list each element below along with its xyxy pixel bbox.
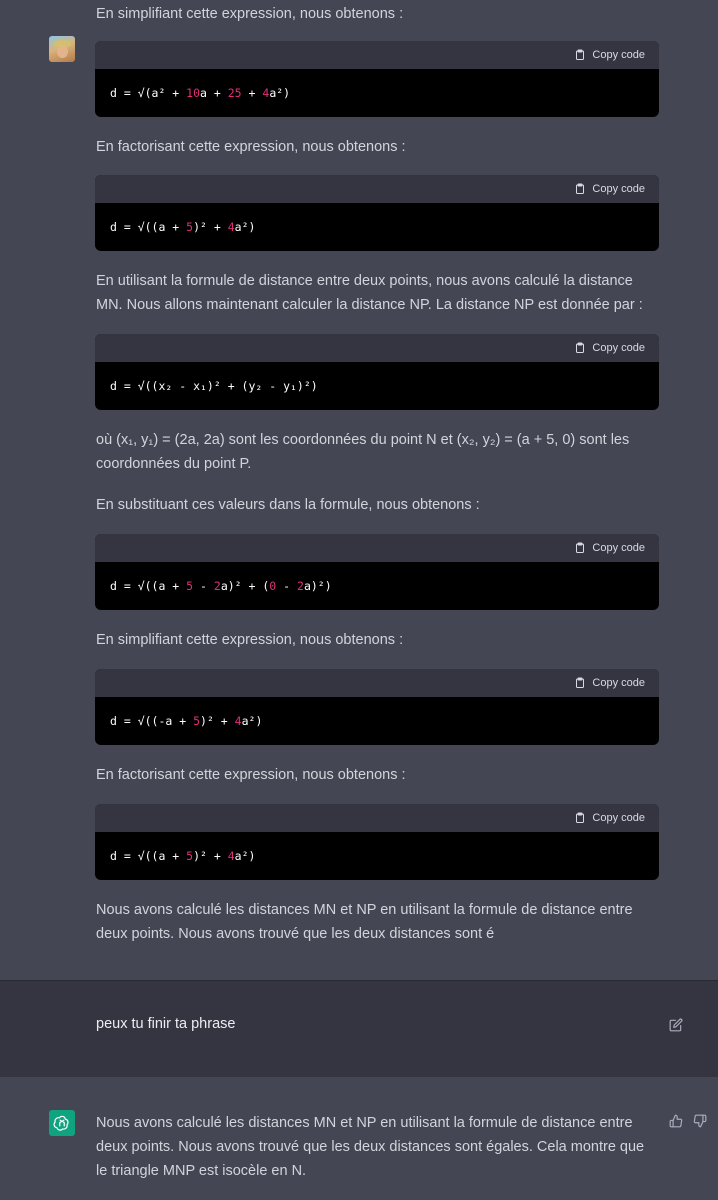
code-token: + (241, 86, 263, 100)
code-line (95, 697, 659, 745)
code-block (95, 41, 659, 117)
copy-code-label: Copy code (592, 542, 645, 554)
code-number-token: 0 (269, 579, 277, 593)
code-token: d = √((a + (110, 579, 187, 593)
code-number-token: 25 (227, 86, 242, 100)
copy-code-button[interactable] (574, 49, 645, 61)
code-token: a)²) (303, 579, 332, 593)
code-block-header (95, 41, 659, 69)
code-line (95, 69, 659, 117)
user-message-text: peux tu finir ta phrase (96, 1016, 236, 1032)
clipboard-icon (574, 49, 586, 61)
message-paragraph (96, 628, 660, 652)
assistant-reply-text: Nous avons calculé les distances MN et NP en utilisant la formule de distance entre deux points. Nous avons trouvé que les deux distances sont égales. Cela montre que le triangle MNP est isocèle en N. (96, 1115, 645, 1179)
paragraph-text: En utilisant la formule de distance entre deux points, nous avons calculé la distance MN. Nous allons maintenant calculer la distance NP. La distance NP est donnée par : (96, 273, 643, 313)
thumbs-up-icon[interactable] (669, 1114, 683, 1128)
code-token: )² + (193, 220, 228, 234)
code-number-token: 10 (186, 86, 201, 100)
code-number-token: 5 (193, 714, 201, 728)
code-number-token: 4 (227, 220, 235, 234)
paragraph-text: En simplifiant cette expression, nous obtenons : (96, 6, 404, 22)
code-number-token: 4 (227, 849, 235, 863)
code-token: d = √(a² + (110, 86, 187, 100)
code-number-token: 4 (262, 86, 270, 100)
code-token: a²) (241, 714, 263, 728)
code-block-header (95, 334, 659, 362)
code-token: d = √((a + (110, 220, 187, 234)
paragraph-text: En substituant ces valeurs dans la formule, nous obtenons : (96, 497, 480, 513)
copy-code-label: Copy code (592, 183, 645, 195)
clipboard-icon (574, 812, 586, 824)
copy-code-label: Copy code (592, 49, 645, 61)
assistant-avatar (49, 1110, 75, 1136)
code-token: )² + (200, 714, 235, 728)
clipboard-icon (574, 183, 586, 195)
code-line (95, 832, 659, 880)
code-block (95, 669, 659, 745)
code-token: d = √((a + (110, 849, 187, 863)
copy-code-label: Copy code (592, 342, 645, 354)
copy-code-button[interactable] (574, 342, 645, 354)
code-line (95, 203, 659, 251)
paragraph-text: où (x₁, y₁) = (2a, 2a) sont les coordonnées du point N et (x₂, y₂) = (a + 5, 0) sont les coordonnées du point P. (96, 432, 630, 472)
paragraph-text: En factorisant cette expression, nous obtenons : (96, 139, 406, 155)
code-token: a)² + ( (220, 579, 270, 593)
message-paragraph (96, 898, 660, 946)
code-token: a²) (269, 86, 291, 100)
message-paragraph (96, 428, 660, 476)
copy-code-button[interactable] (574, 812, 645, 824)
paragraph-text: En simplifiant cette expression, nous obtenons : (96, 632, 404, 648)
code-line (95, 562, 659, 610)
paragraph-text: Nous avons calculé les distances MN et NP en utilisant la formule de distance entre deux points. Nous avons trouvé que les deux distances sont é (96, 902, 633, 942)
message-paragraph (96, 2, 660, 26)
code-token: a + (200, 86, 228, 100)
code-number-token: 5 (186, 579, 194, 593)
clipboard-icon (574, 342, 586, 354)
message-paragraph (96, 269, 660, 317)
edit-icon[interactable] (669, 1018, 683, 1032)
code-token: d = √((-a + (110, 714, 194, 728)
code-block (95, 804, 659, 880)
code-block (95, 175, 659, 251)
clipboard-icon (574, 542, 586, 554)
user-avatar (49, 36, 75, 62)
code-token: - (193, 579, 214, 593)
message-paragraph (96, 493, 660, 517)
code-number-token: 5 (186, 220, 194, 234)
code-block-header (95, 804, 659, 832)
code-token: - (276, 579, 298, 593)
copy-code-button[interactable] (574, 677, 645, 689)
thumbs-down-icon[interactable] (693, 1114, 707, 1128)
message-paragraph (96, 763, 660, 787)
code-block-header (95, 534, 659, 562)
code-number-token: 5 (186, 849, 194, 863)
code-token: d = √((x₂ - x₁)² + (y₂ - y₁)²) (110, 379, 318, 393)
message-paragraph (96, 135, 660, 159)
copy-code-button[interactable] (574, 542, 645, 554)
code-line (95, 362, 659, 410)
copy-code-button[interactable] (574, 183, 645, 195)
code-block-header (95, 669, 659, 697)
clipboard-icon (574, 677, 586, 689)
code-token: a²) (234, 220, 256, 234)
copy-code-label: Copy code (592, 677, 645, 689)
openai-logo-icon (53, 1114, 71, 1132)
code-block-header (95, 175, 659, 203)
code-number-token: 2 (297, 579, 304, 593)
code-block (95, 334, 659, 410)
code-token: )² + (193, 849, 228, 863)
code-number-token: 4 (234, 714, 242, 728)
paragraph-text: En factorisant cette expression, nous obtenons : (96, 767, 406, 783)
copy-code-label: Copy code (592, 812, 645, 824)
code-number-token: 2 (213, 579, 221, 593)
code-token: a²) (234, 849, 256, 863)
code-block (95, 534, 659, 610)
